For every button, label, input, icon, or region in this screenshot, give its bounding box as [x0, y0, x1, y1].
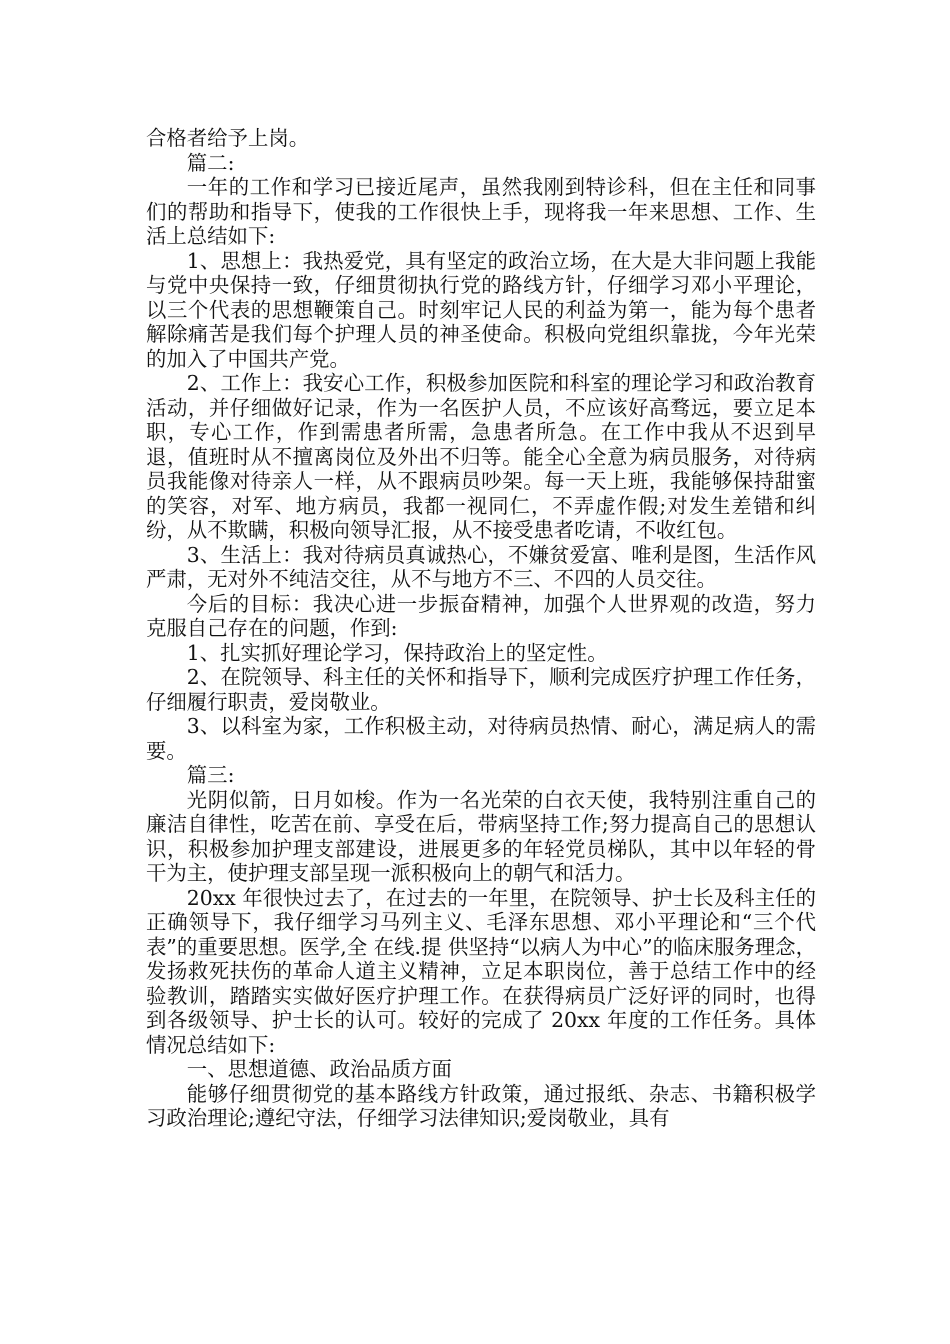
paragraph-time: 光阴似箭，日月如梭。作为一名光荣的白衣天使，我特别注重自己的廉洁自律性，吃苦在前、享受在后，带病坚持工作;努力提高自己的思想认识，积极参加护理支部建设，进展更多的年轻党员梯队，其中以年轻的骨干为主，使护理支部呈现一派积极向上的朝气和活力。 — [146, 787, 816, 885]
paragraph-year-summary: 20xx 年很快过去了，在过去的一年里，在院领导、护士长及科主任的正确领导下，我仔细学习马列主义、毛泽东思想、邓小平理论和“三个代表”的重要思想。医学,全 在线.提 供坚持“以病人为中心”的临床服务理念，发扬救死扶伤的革命人道主义精神，立足本职岗位，善于总结工作中的经验教训，踏踏实实做好医疗护理工作。在获得病员广泛好评的同时，也得到各级领导、护士长的认可。较好的完成了 20xx 年度的工作任务。具体情况总结如下: — [146, 885, 816, 1057]
section-heading-part-three: 篇三: — [186, 763, 235, 787]
list-item-goal-1: 1、扎实抓好理论学习，保持政治上的坚定性。 — [186, 640, 608, 665]
paragraph-continuation: 合格者给予上岗。 — [146, 126, 310, 150]
paragraph-goals: 今后的目标：我决心进一步振奋精神，加强个人世界观的改造，努力克服自己存在的问题，作到: — [146, 591, 816, 640]
document-page — [146, 126, 816, 1131]
list-item-goal-2: 2、在院领导、科主任的关怀和指导下，顺利完成医疗护理工作任务，仔细履行职责，爱岗敬业。 — [146, 665, 816, 714]
section-heading-part-two: 篇二: — [186, 150, 235, 175]
paragraph-life: 3、生活上：我对待病员真诚热心，不嫌贫爱富、唯利是图，生活作风严肃，无对外不纯洁交往，从不与地方不三、不四的人员交往。 — [146, 542, 816, 591]
paragraph-work: 2、工作上：我安心工作，积极参加医院和科室的理论学习和政治教育活动，并仔细做好记录，作为一名医护人员，不应该好高骛远，要立足本职，专心工作，作到需患者所需，急患者所急。在工作中我从不迟到早退，值班时从不擅离岗位及外出不归等。能全心全意为病员服务，对待病员我能像对待亲人一样，从不跟病员吵架。每一天上班，我能够保持甜蜜的笑容，对军、地方病员，我都一视同仁，不弄虚作假;对发生差错和纠纷，从不欺瞒，积极向领导汇报，从不接受患者吃请，不收红包。 — [146, 371, 816, 542]
paragraph-intro: 一年的工作和学习已接近尾声，虽然我刚到特诊科，但在主任和同事们的帮助和指导下，使我的工作很快上手，现将我一年来思想、工作、生活上总结如下: — [146, 175, 816, 248]
paragraph-ethics: 能够仔细贯彻党的基本路线方针政策，通过报纸、杂志、书籍积极学习政治理论;遵纪守法，仔细学习法律知识;爱岗敬业，具有 — [146, 1081, 816, 1130]
list-item-goal-3: 3、以科室为家，工作积极主动，对待病员热情、耐心，满足病人的需要。 — [146, 714, 816, 763]
paragraph-ideology: 1、思想上：我热爱党，具有坚定的政治立场，在大是大非问题上我能与党中央保持一致，仔细贯彻执行党的路线方针，仔细学习邓小平理论，以三个代表的思想鞭策自己。时刻牢记人民的利益为第一，能为每个患者解除痛苦是我们每个护理人员的神圣使命。积极向党组织靠拢，今年光荣的加入了中国共产党。 — [146, 248, 816, 371]
subheading-ethics: 一、思想道德、政治品质方面 — [186, 1057, 452, 1081]
